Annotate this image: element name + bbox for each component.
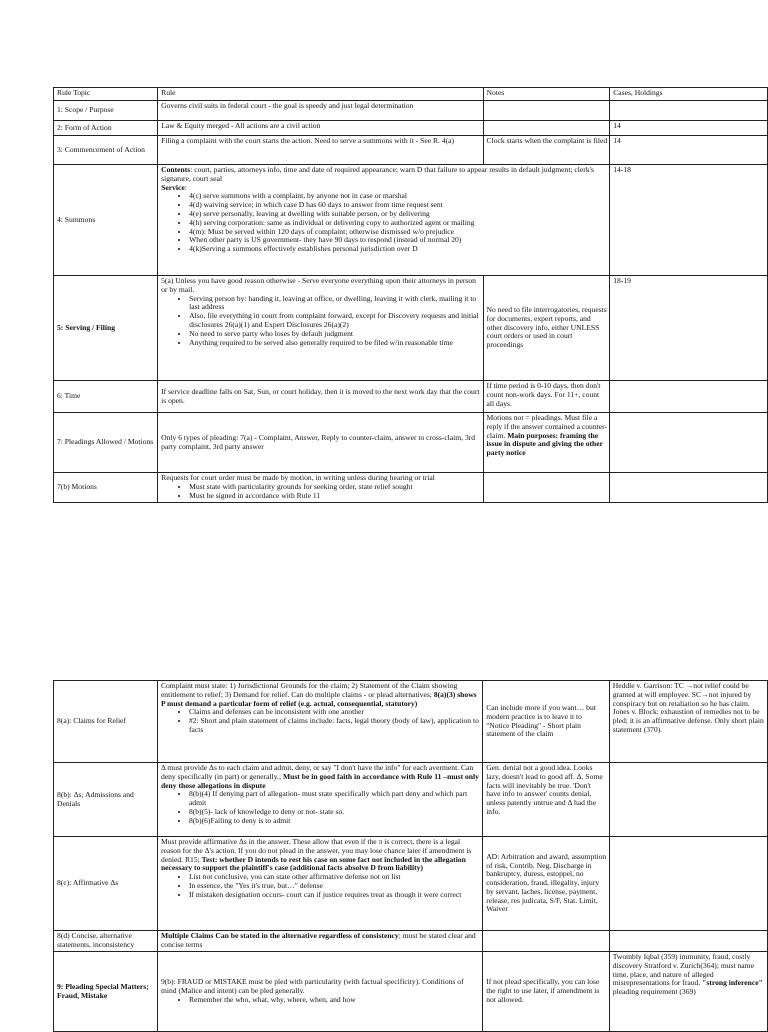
- cases-cell: [609, 837, 767, 931]
- list-item: • Serving person by: handing it, leaving at office, or dwelling, leaving it with clerk, mailing it to last address: [189, 295, 480, 313]
- notes-cell: [483, 101, 610, 121]
- summons-contents: [161, 166, 607, 184]
- rule-topic: 8(c): Affirmative Δs: [54, 837, 158, 931]
- rule-topic: 8(a): Claims for Relief: [54, 681, 158, 763]
- table-row: [54, 381, 768, 413]
- list-item: • 4(e) serve personally, leaving at dwelling with suitable person, or by delivering: [189, 210, 607, 219]
- notes-cell: If not plead specifically, you can lose the right to use later, if amendment is not allowed.: [483, 952, 610, 1032]
- bullet-list: [161, 483, 480, 501]
- list-item: • 4(c) serve summons with a complaint, by anyone not in case or marshal: [189, 192, 607, 201]
- table-row: [54, 473, 768, 503]
- bullet-list: [161, 192, 607, 254]
- rule-topic: 1: Scope / Purpose: [54, 101, 158, 121]
- cases-emphasis: "strong inference": [702, 978, 763, 988]
- bullet-list: [161, 708, 480, 734]
- cases-cell: [609, 931, 767, 952]
- notes-text: Motions not = pleadings. Must file a reply if the answer contained a counter-claim.: [486, 413, 607, 440]
- header-rule: Rule: [158, 88, 483, 101]
- rule-topic: 7: Pleadings Allowed / Motions: [54, 413, 158, 473]
- rule-paragraph: [161, 838, 480, 873]
- rule-text: [158, 165, 610, 276]
- header-notes: Notes: [483, 88, 610, 101]
- list-item: • 8(b)(4) If denying part of allegation- must state specifically which part deny and which part admit: [189, 790, 480, 808]
- notes-cell: [483, 931, 610, 952]
- rule-text: Governs civil suits in federal court - the goal is speedy and just legal determination: [158, 101, 483, 121]
- rule-emphasis: Multiple Claims Can be stated in the alternative regardless of consistency: [160, 931, 399, 940]
- table-row: [54, 763, 768, 837]
- notes-cell: [483, 473, 610, 503]
- rule-text: If service deadline falls on Sat, Sun, or court holiday, then it is moved to the next work day that the court is open.: [158, 381, 483, 413]
- rule-paragraph: [161, 764, 480, 790]
- list-item: • #2: Short and plain statement of claims include: facts, legal theory (body of law), application to facts: [189, 717, 480, 735]
- list-item: • If mistaken designation occurs- court can if justice requires treat as though it were correct: [189, 891, 480, 900]
- list-item: • 8(b)(5)- lack of knowledge to deny or not- state so.: [189, 808, 480, 817]
- rule-text: Only 6 types of pleading: 7(a) - Complaint, Answer, Reply to counter-claim, answer to cross-claim, 3rd party complaint, 3rd party answer: [158, 413, 483, 473]
- list-item: • Also, file everything in court from complaint forward, except for Discovery requests and initial disclosures 26(a)(1) and Expert Disclosures 26(a)(2): [189, 312, 480, 330]
- list-item: • Must be signed in accordance with Rule 11: [189, 492, 480, 501]
- list-item: • Remember the who, what, why, where, when, and how: [189, 996, 480, 1005]
- rule-emphasis: Must be in good faith in accordance with Rule 11 –must only deny those allegations in dispute: [160, 771, 479, 790]
- cases-cell: [610, 101, 768, 121]
- cases-cell: 14: [610, 136, 768, 165]
- notes-cell: [483, 121, 610, 136]
- rule-topic: 7(b) Motions: [54, 473, 158, 503]
- service-suffix: :: [184, 182, 187, 192]
- bullet-list: [161, 790, 480, 825]
- rule-topic: 6: Time: [54, 381, 158, 413]
- cases-cell: [610, 413, 768, 473]
- cases-tail: pleading requirement (369): [612, 987, 696, 997]
- header-rule-topic: Rule Topic: [54, 88, 158, 101]
- list-item: • Anything required to be served also generally required to be filed w/in reasonable time: [189, 339, 480, 348]
- list-item: • 4(d) waiving service; in which case D has 60 days to answer from time request sent: [189, 201, 607, 210]
- list-item: • Must state with particularity grounds for seeking order, state relief sought: [189, 483, 480, 492]
- list-item: • In essence, the "Yes it's true, but…" defense: [189, 882, 480, 891]
- cases-cell: [609, 763, 767, 837]
- table-row: [54, 681, 768, 763]
- rule-emphasis: 8(a)(3) shows P must demand a particular form of relief (e.g. actual, consequential, statutory): [160, 689, 477, 708]
- table-row: [54, 931, 768, 952]
- rule-topic: 3: Commencement of Action: [54, 136, 158, 165]
- header-cases: Cases, Holdings: [610, 88, 768, 101]
- cases-cell: 14: [610, 121, 768, 136]
- table-header-row: [54, 88, 768, 101]
- rule-topic: 4: Summons: [54, 165, 158, 276]
- rule-paragraph: [161, 682, 480, 708]
- notes-cell: Can include more if you want… but modern practice is to leave it to "Notice Pleading" - Short plain statement of the claim: [483, 681, 610, 763]
- notes-cell: Gen. denial not a good idea. Looks lazy, doesn't lead to good aff. Δ. Some facts will inevitably be true. 'Don't have info to answer' counts denial, unless patently untrue and Δ had the info.: [483, 763, 610, 837]
- rule-topic: 9: Pleading Special Matters; Fraud, Mistake: [54, 952, 158, 1032]
- table-row: [54, 413, 768, 473]
- bullet-list: [161, 873, 480, 899]
- rule-text: Filing a complaint with the court starts the action. Need to serve a summons with it - See R. 4(a): [158, 136, 483, 165]
- cases-cell: [610, 473, 768, 503]
- list-item: • 4(m): Must be served within 120 days of complaint; otherwise dismissed w/o prejudice: [189, 228, 607, 237]
- rule-text: [157, 931, 482, 952]
- cases-text: Twombly Iqbal (359) immunity, fraud, costly discovery Stratford v. Zurich(364); must name time, place, and nature of alleged misrepresentations for fraud.: [612, 952, 754, 988]
- notes-cell: Clock starts when the complaint is filed: [483, 136, 610, 165]
- rule-intro: 5(a) Unless you have good reason otherwise - Serve everyone everything upon their attorneys in person or by mail.: [161, 276, 476, 294]
- table-row: [54, 952, 768, 1032]
- rule-topic: 8(b): Δs; Admissions and Denials: [54, 763, 158, 837]
- rule-text: [158, 473, 483, 503]
- table-row: [54, 101, 768, 121]
- rule-text: Law & Equity merged - All actions are a civil action: [158, 121, 483, 136]
- contents-label: Contents: [161, 165, 191, 174]
- bullet-list: [161, 996, 480, 1005]
- rule-intro: Must provide affirmative Δs in the answer. These allow that even if the π is correct, there is a legal reason for the Δ's action. If you do not plead in the answer, you may lose chance later if amendment is denied. R15;: [160, 837, 472, 864]
- rules-table-1: [53, 87, 768, 503]
- cases-cell: 18-19: [610, 276, 768, 381]
- rule-intro: Complaint must state: 1) Jurisdictional Grounds for the claim; 2) Statement of the Claim showing entitlement to relief; 3) Demand for relief. Can do multiple claims - or plead alternatives;: [160, 681, 458, 699]
- rule-intro: Δ must provide Δs to each claim and admit, deny, or say "I don't have the info" for each averment. Can deny specifically (in part) or generally.;: [160, 763, 474, 781]
- table-row: [54, 276, 768, 381]
- cases-cell: [610, 381, 768, 413]
- rule-text: [157, 681, 482, 763]
- rule-paragraph: 9(b): FRAUD or MISTAKE must be pled with particularity (with factual specificity). Conditions of mind (Malice and intent) can be pled generally.: [160, 977, 464, 996]
- rules-table-2: [53, 680, 768, 1032]
- notes-cell: [483, 413, 610, 473]
- table-row: [54, 837, 768, 931]
- notes-cell: AD: Arbitration and award, assumption of risk, Contrib. Neg, Discharge in bankruptcy, duress, estoppel, no consideration, fraud, illegality, injury by servant, laches, license, payment, release, res judicata, S/F, Stat. Limit, Waiver: [483, 837, 610, 931]
- list-item: • No need to serve party who loses by default judgment: [189, 330, 480, 339]
- table-row: [54, 136, 768, 165]
- service-label: Service: [161, 182, 185, 192]
- list-item: • 8(b)(6)Failing to deny is to admit: [189, 817, 480, 826]
- rule-text: [157, 952, 482, 1032]
- notes-cell: No need to file interrogatories, requests for documents, expert reports, and other discovery info, either UNLESS court orders or used in court proceedings: [483, 276, 610, 381]
- bullet-list: [161, 295, 480, 348]
- cases-cell: Heddle v. Garrison: TC →not relief could be granted at will employee. SC→not injured by conspiracy but on retaliation so he has claim. Jones v. Block: exhaustion of remedies not to be pled; it is an affirmative defense. Only short plain statement (370).: [609, 681, 767, 763]
- notes-emphasis: Main purposes: framing the issue in dispute and giving the other party notice: [486, 430, 603, 458]
- rule-rest: ; must be stated clear and concise terms: [160, 931, 476, 949]
- rule-intro: Requests for court order must be made by motion, in writing unless during hearing or trial: [161, 473, 435, 482]
- table-row: [54, 165, 768, 276]
- rule-topic: 5: Serving / Filing: [54, 276, 158, 381]
- list-item: • List not conclusive, you can state other affirmative defense not on list: [189, 873, 480, 882]
- rule-topic: 2: Form of Action: [54, 121, 158, 136]
- rule-emphasis: Test: whether D intends to rest his case on some fact not included in the allegation necessary to support the plaintiff's case (additional facts absolve D from liability): [160, 854, 466, 873]
- cases-cell: [609, 952, 767, 1032]
- rule-text: [157, 837, 482, 931]
- list-item: • 4(h) serving corporation: same as individual or delivering copy to authorized agent or mailing: [189, 219, 607, 228]
- list-item: • When other party is US government- they have 90 days to respond (instead of normal 20): [189, 236, 607, 245]
- rule-text: [158, 276, 483, 381]
- cases-cell: 14-18: [610, 165, 768, 276]
- list-item: • Claims and defenses can be inconsistent with one another: [189, 708, 480, 717]
- contents-text: : court, parties, attorneys info, time and date of required appearance; warn D that failure to appear results in default judgment; clerk's signature, court seal: [161, 165, 594, 183]
- list-item: • 4(k)Serving a summons effectively establishes personal jurisdiction over D: [189, 245, 607, 254]
- rule-text: [157, 763, 482, 837]
- rule-topic: 8(d) Concise, alternative statements, inconsistency: [54, 931, 158, 952]
- notes-cell: If time period is 0-10 days, then don't count non-work days. For 11+, count all days.: [483, 381, 610, 413]
- table-row: [54, 121, 768, 136]
